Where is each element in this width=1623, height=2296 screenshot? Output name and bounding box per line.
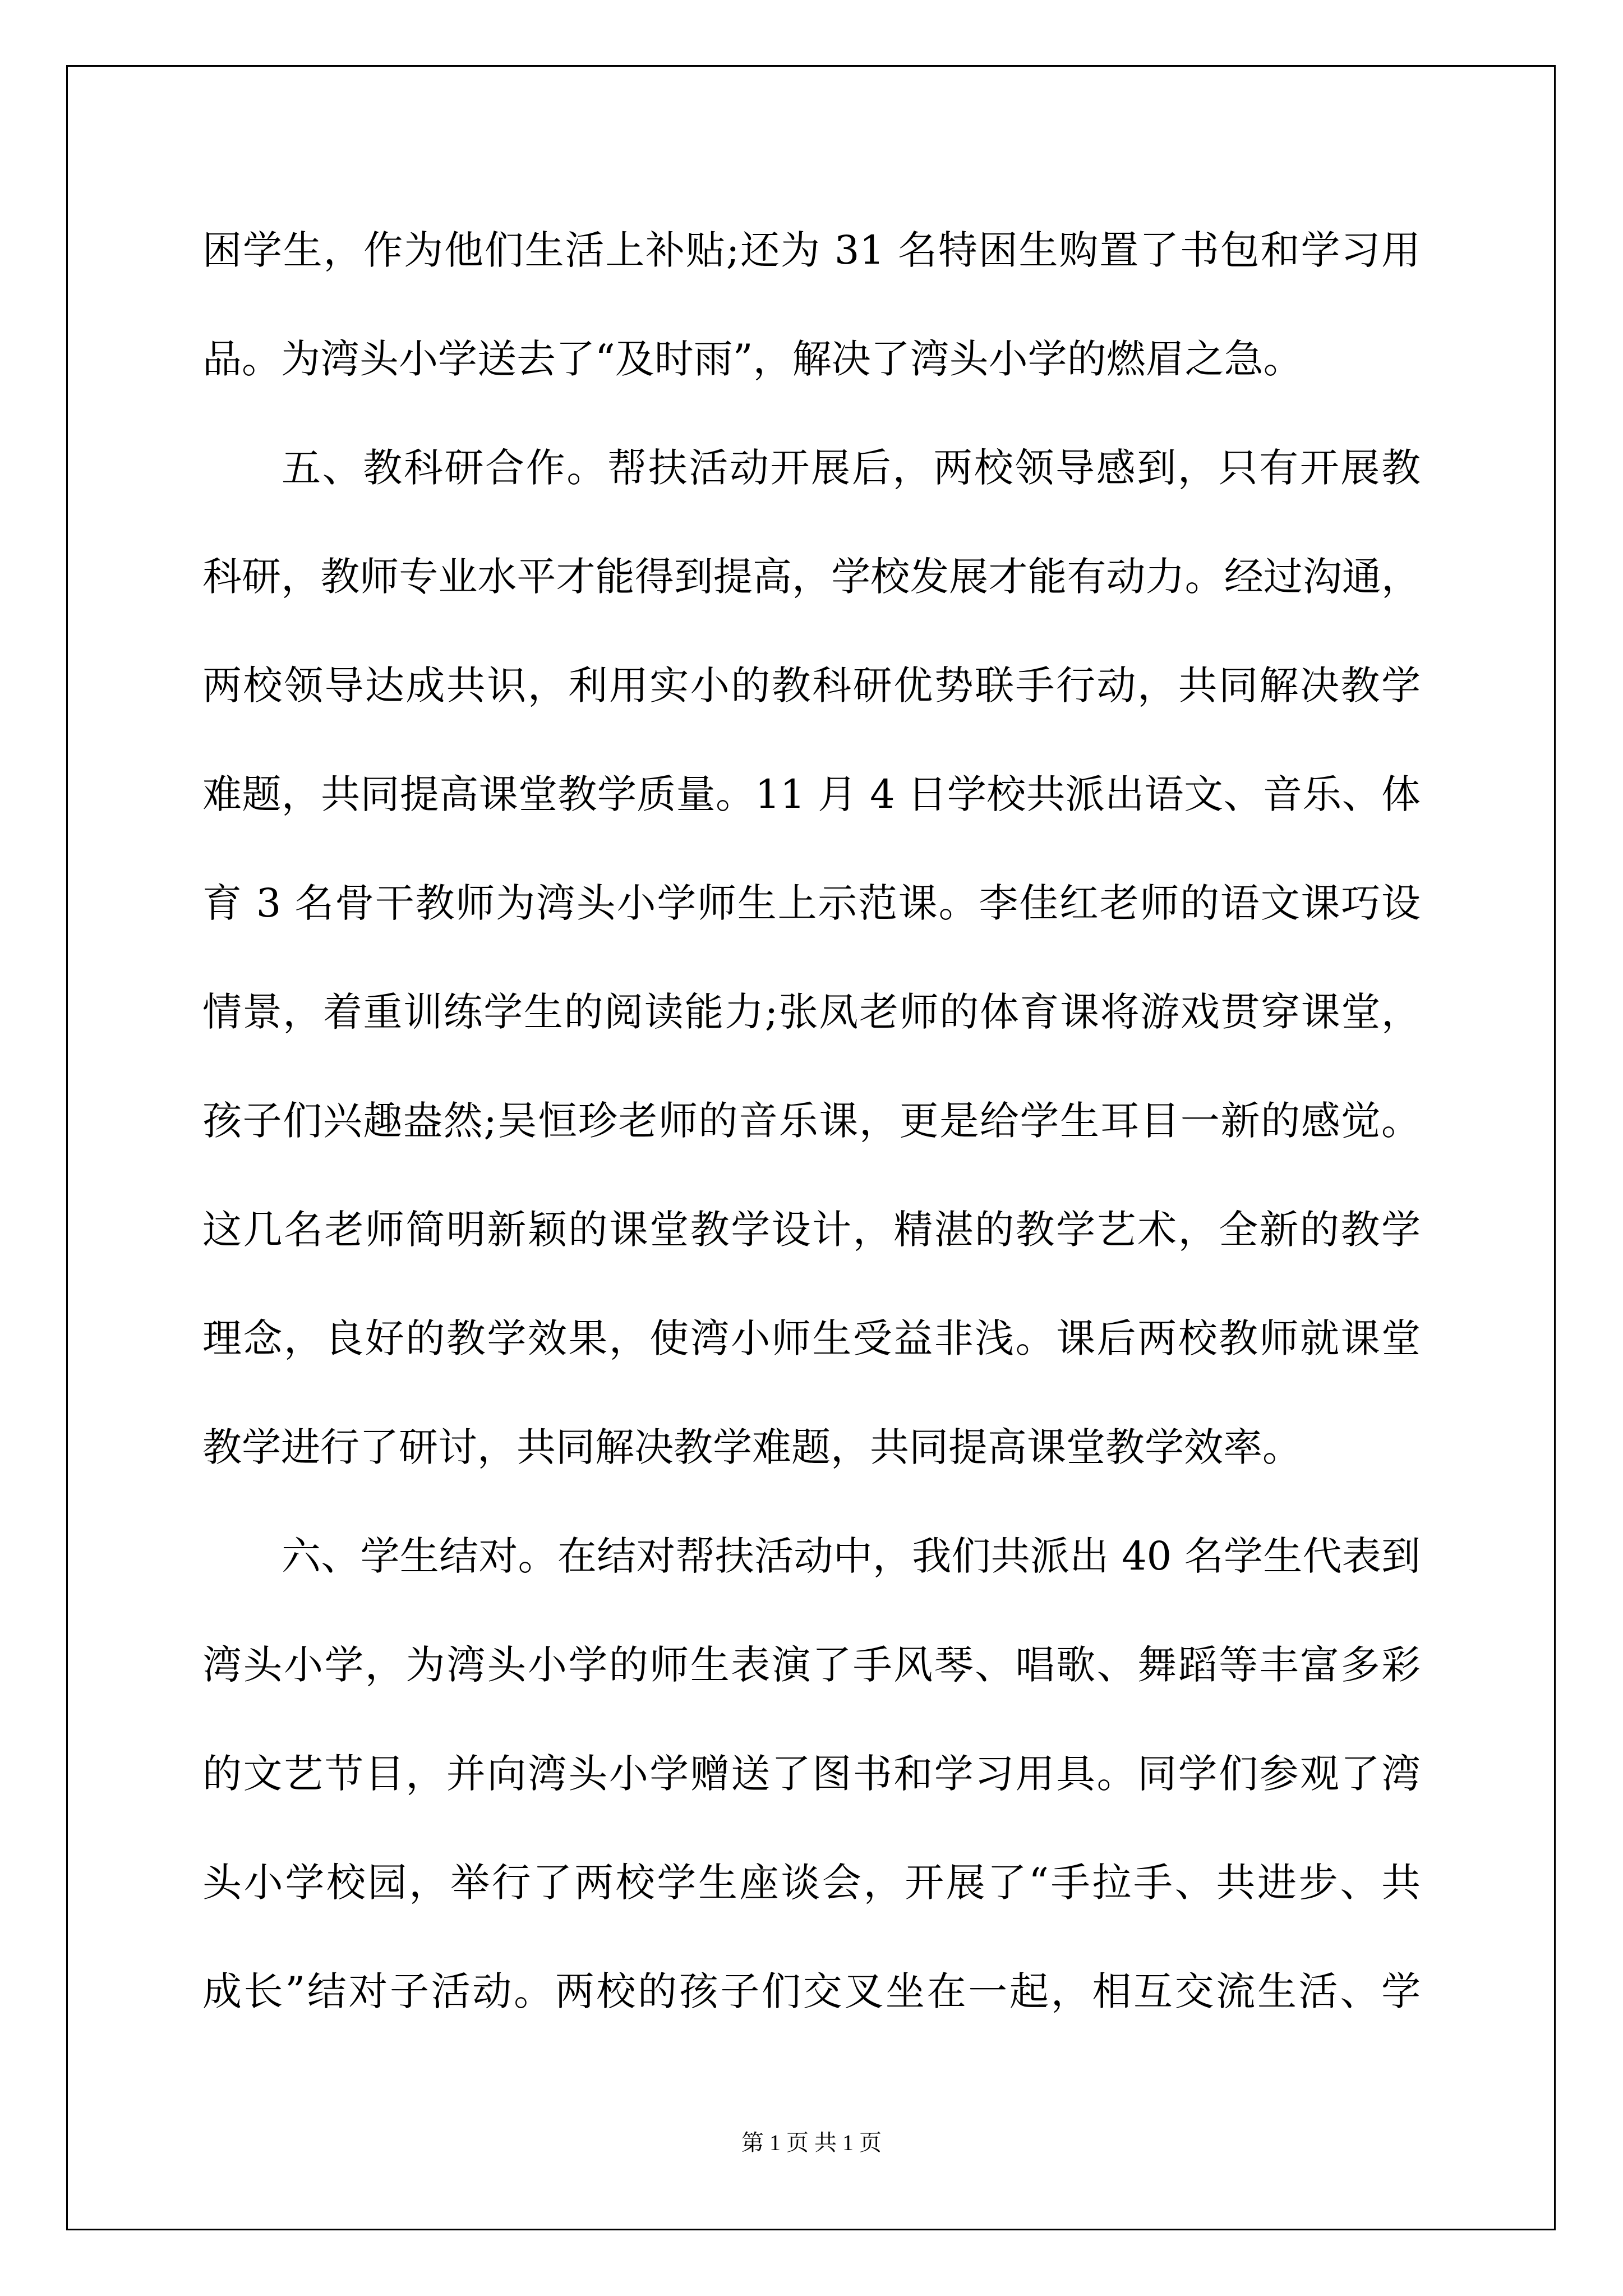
- text-line: 这几名老师简明新颖的课堂教学设计，精湛的教学艺术，全新的教学: [202, 1207, 1421, 1253]
- text-line: 的文艺节目，并向湾头小学赠送了图书和学习用具。同学们参观了湾: [202, 1751, 1421, 1797]
- text-line: 湾头小学，为湾头小学的师生表演了手风琴、唱歌、舞蹈等丰富多彩: [202, 1642, 1421, 1688]
- text-line: 理念，良好的教学效果，使湾小师生受益非浅。课后两校教师就课堂: [202, 1315, 1421, 1361]
- text-line: 困学生，作为他们生活上补贴;还为 31 名特困生购置了书包和学习用: [202, 227, 1421, 273]
- text-line: 成长”结对子活动。两校的孩子们交叉坐在一起，相互交流生活、学: [202, 1968, 1421, 2014]
- page-number-footer: 第 1 页 共 1 页: [741, 2130, 882, 2155]
- text-line: 头小学校园，举行了两校学生座谈会，开展了“手拉手、共进步、共: [202, 1860, 1421, 1906]
- paragraph-start-line: 五、教科研合作。帮扶活动开展后，两校领导感到，只有开展教: [282, 445, 1421, 491]
- paragraph-start-line: 六、学生结对。在结对帮扶活动中，我们共派出 40 名学生代表到: [282, 1533, 1421, 1579]
- text-line: 科研，教师专业水平才能得到提高，学校发展才能有动力。经过沟通，: [202, 554, 1421, 600]
- text-line: 情景，着重训练学生的阅读能力;张凤老师的体育课将游戏贯穿课堂，: [202, 989, 1421, 1035]
- text-line: 育 3 名骨干教师为湾头小学师生上示范课。李佳红老师的语文课巧设: [202, 880, 1421, 926]
- text-line: 教学进行了研讨，共同解决教学难题，共同提高课堂教学效率。: [202, 1424, 1302, 1470]
- text-line: 品。为湾头小学送去了“及时雨”，解决了湾头小学的燃眉之急。: [202, 336, 1303, 382]
- text-line: 两校领导达成共识，利用实小的教科研优势联手行动，共同解决教学: [202, 662, 1421, 708]
- text-line: 孩子们兴趣盎然;吴恒珍老师的音乐课，更是给学生耳目一新的感觉。: [202, 1098, 1421, 1144]
- text-line: 难题，共同提高课堂教学质量。11 月 4 日学校共派出语文、音乐、体: [202, 771, 1421, 817]
